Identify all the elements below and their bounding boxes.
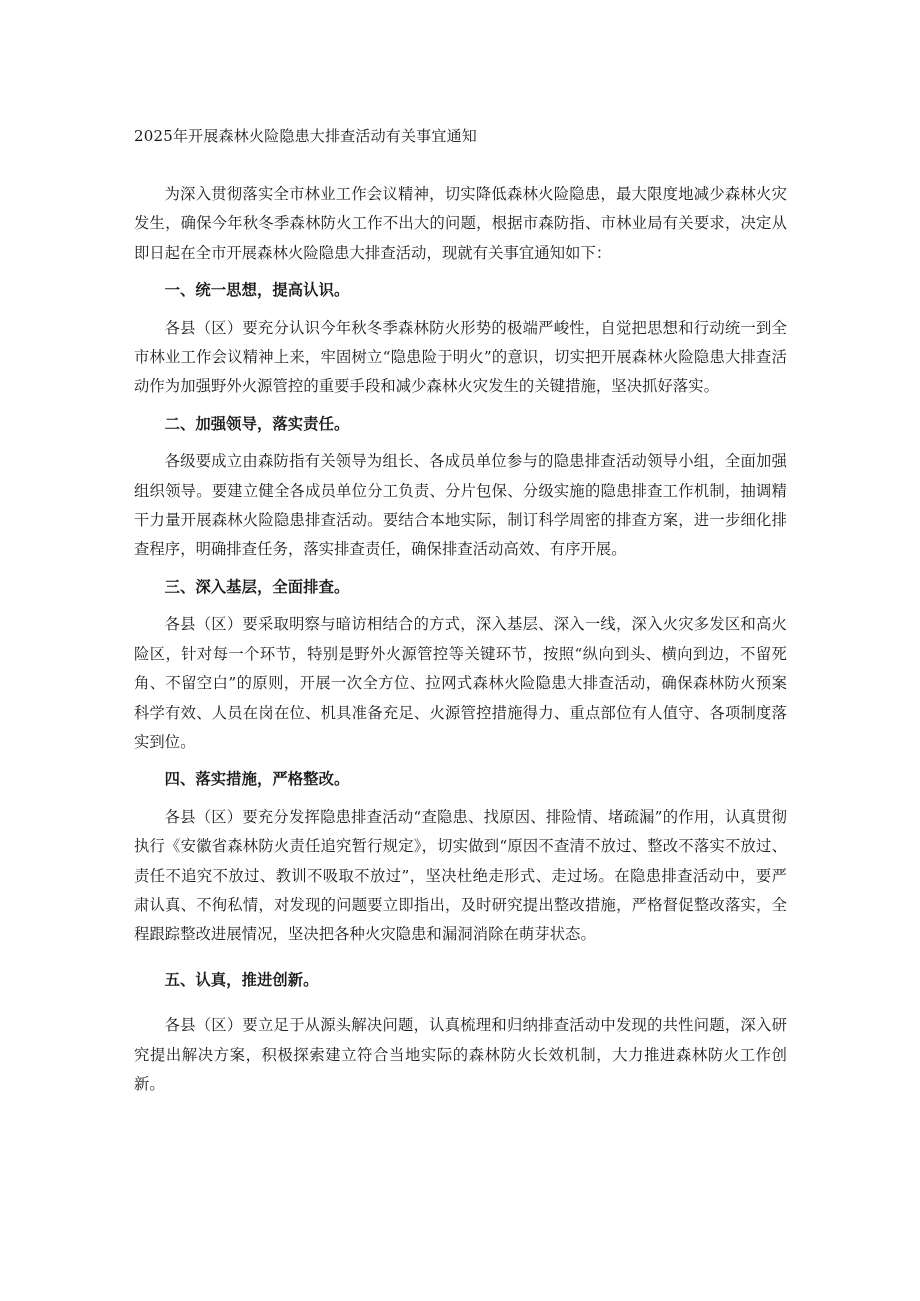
document-body: [134, 180, 787, 1099]
section-heading-2: 二、加强领导，落实责任。: [164, 414, 350, 433]
intro-paragraph: 为深入贯彻落实全市林业工作会议精神，切实降低森林火险隐患，最大限度地减少森林火灾发生，确保今年秋冬季森林防火工作不出大的问题，根据市森防指、市林业局有关要求，决定从即日起在全市开展森林火险隐患大排查活动，现就有关事宜通知如下：: [134, 185, 787, 262]
section-heading-5: 五、认真，推进创新。: [164, 970, 319, 989]
section-body-5: 各县（区）要立足于从源头解决问题，认真梳理和归纳排查活动中发现的共性问题，深入研究提出解决方案，积极探索建立符合当地实际的森林防火长效机制，大力推进森林防火工作创新。: [134, 1016, 787, 1093]
section-heading-4: 四、落实措施，严格整改。: [164, 770, 350, 789]
document-title: 2025年开展森林火险隐患大排查活动有关事宜通知: [134, 127, 477, 145]
section-body-1: 各县（区）要充分认识今年秋冬季森林防火形势的极端严峻性，自觉把思想和行动统一到全市林业工作会议精神上来，牢固树立“隐患险于明火”的意识，切实把开展森林火险隐患大排查活动作为加强野外火源管控的重要手段和减少森林火灾发生的关键措施，坚决抓好落实。: [134, 318, 787, 396]
section-heading-3: 三、深入基层，全面排查。: [164, 577, 350, 596]
section-heading-1: 一、统一思想，提高认识。: [164, 281, 350, 300]
section-body-2: 各级要成立由森防指有关领导为组长、各成员单位参与的隐患排查活动领导小组，全面加强组织领导。要建立健全各成员单位分工负责、分片包保、分级实施的隐患排查工作机制，抽调精干力量开展森林火险隐患排查活动。要结合本地实际，制订科学周密的排查方案，进一步细化排查程序，明确排查任务，落实排查责任，确保排查活动高效、有序开展。: [134, 452, 787, 559]
section-body-4: 各县（区）要充分发挥隐患排查活动“查隐患、找原因、排险情、堵疏漏”的作用，认真贯彻执行《安徽省森林防火责任追究暂行规定》，切实做到“原因不查清不放过、整改不落实不放过、责任不追究不放过、教训不吸取不放过”，坚决杜绝走形式、走过场。在隐患排查活动中，要严肃认真、不徇私情，对发现的问题要立即指出，及时研究提出整改措施，严格督促整改落实，全程跟踪整改进展情况，坚决把各种火灾隐患和漏洞消除在萌芽状态。: [134, 807, 787, 944]
section-body-3: 各县（区）要采取明察与暗访相结合的方式，深入基层、深入一线，深入火灾多发区和高火险区，针对每一个环节，特别是野外火源管控等关键环节，按照“纵向到头、横向到边，不留死角、不留空白”的原则，开展一次全方位、拉网式森林火险隐患大排查活动，确保森林防火预案科学有效、人员在岗在位、机具准备充足、火源管控措施得力、重点部位有人值守、各项制度落实到位。: [134, 615, 787, 751]
